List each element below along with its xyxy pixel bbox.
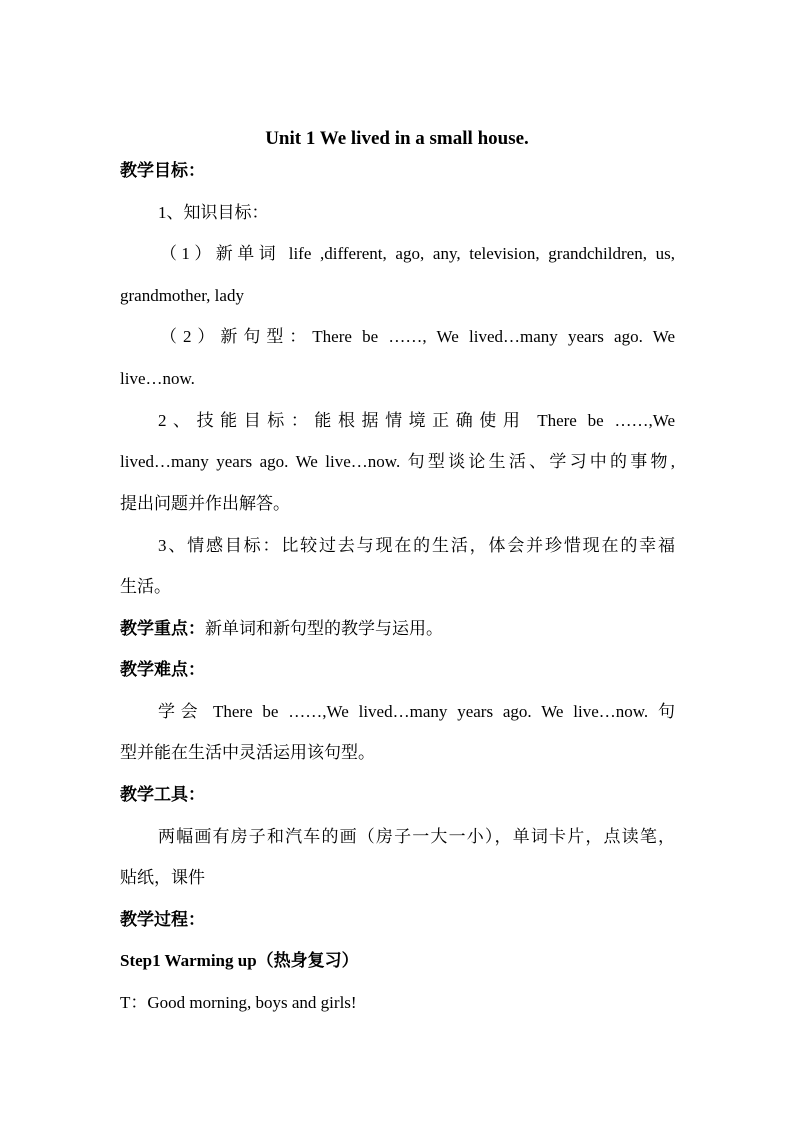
- objectives-heading: 教学目标：: [120, 161, 205, 180]
- step1-heading: Step1 Warming up（热身复习）: [120, 951, 359, 970]
- skill-objective-line-2: lived…many years ago. We live…now. 句型谈论生活、学习中的事物,: [120, 452, 675, 471]
- tools-heading: 教学工具：: [120, 785, 205, 804]
- vocabulary-line-2: grandmother, lady: [120, 286, 244, 305]
- key-points-paragraph: [120, 618, 675, 640]
- difficulty-line-2: 型并能在生活中灵活运用该句型。: [120, 743, 375, 762]
- emotion-objective-line-1: 3、情感目标：比较过去与现在的生活，体会并珍惜现在的幸福: [158, 536, 675, 555]
- sentence-pattern-line-1: （2）新句型：There be ……, We lived…many years ago. We: [160, 327, 675, 346]
- skill-objective-line-3: 提出问题并作出解答。: [120, 494, 290, 513]
- skill-objective-line-1: 2、技能目标：能根据情境正确使用 There be ……,We: [158, 411, 675, 430]
- vocabulary-line-1: （1）新单词 life ,different, ago, any, television, grandchildren, us,: [160, 244, 675, 263]
- tools-line-2: 贴纸，课件: [120, 868, 205, 887]
- process-heading: 教学过程：: [120, 910, 205, 929]
- sentence-pattern-line-2: live…now.: [120, 369, 195, 388]
- emotion-objective-line-2: 生活。: [120, 577, 171, 596]
- lesson-title: Unit 1 We lived in a small house.: [265, 128, 529, 149]
- knowledge-objective-heading: 1、知识目标：: [158, 203, 269, 222]
- difficulty-heading: 教学难点：: [120, 660, 205, 679]
- key-points-text: 新单词和新句型的教学与运用。: [205, 619, 443, 638]
- tools-line-1: 两幅画有房子和汽车的画（房子一大一小），单词卡片，点读笔，: [158, 827, 675, 846]
- dialogue-line: T：Good morning, boys and girls!: [120, 993, 357, 1012]
- difficulty-line-1: 学会 There be ……,We lived…many years ago. We live…now. 句: [158, 702, 675, 721]
- key-points-label: 教学重点：: [120, 619, 205, 638]
